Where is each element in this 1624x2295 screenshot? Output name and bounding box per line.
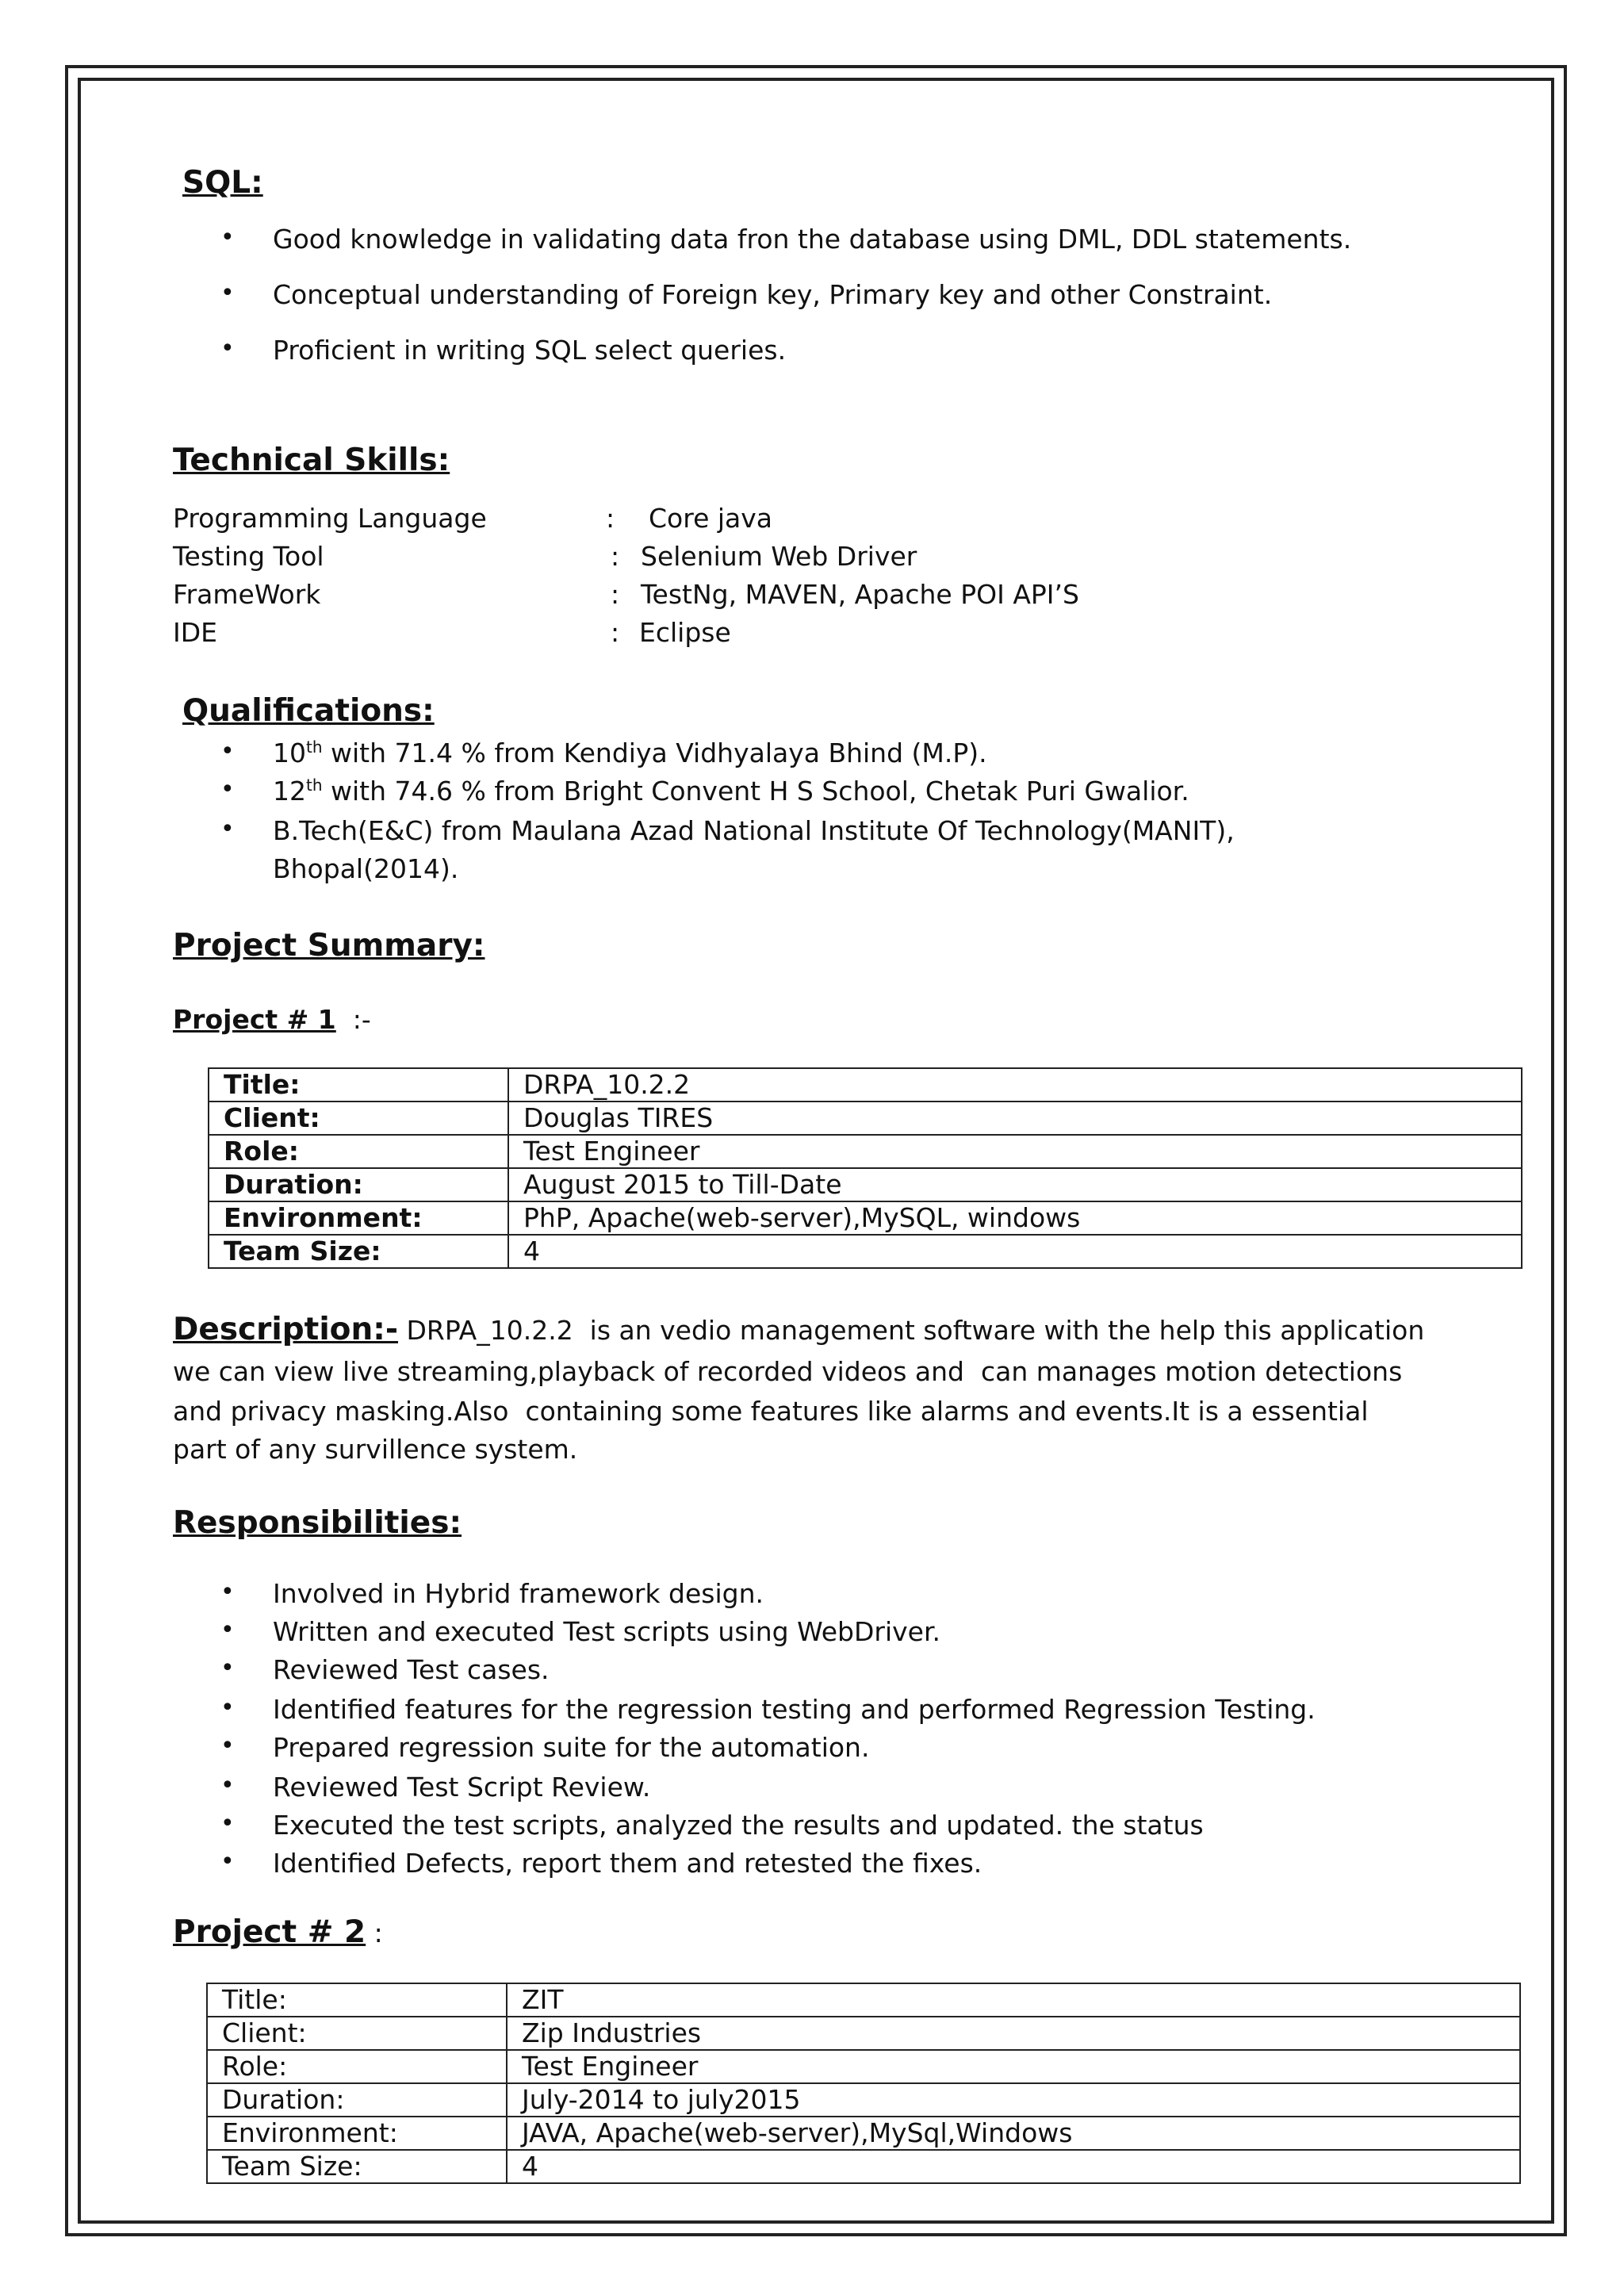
project-1-heading: Project # 1: [173, 1004, 336, 1035]
project-summary-heading: Project Summary:: [173, 928, 485, 964]
list-item: • 12th with 74.6 % from Bright Convent H S School, Chetak Puri Gwalior.: [174, 776, 1235, 815]
table-row: Team Size: 4: [209, 1235, 1522, 1268]
table-row: Title: ZIT: [207, 1983, 1520, 2017]
skill-label: IDE: [173, 617, 217, 648]
list-item: • Involved in Hybrid framework design.: [174, 1578, 1316, 1616]
list-item: • Conceptual understanding of Foreign key, Primary key and other Constraint.: [174, 279, 1351, 335]
sql-bullets: [174, 224, 1351, 390]
list-item-continuation: Bhopal(2014).: [273, 853, 459, 884]
table-row: Client: Douglas TIRES: [209, 1102, 1522, 1135]
list-item: • Reviewed Test cases.: [174, 1654, 1316, 1694]
description-line: we can view live streaming,playback of recorded videos and can manages motion detections: [173, 1356, 1403, 1387]
table-row: Duration: July-2014 to july2015: [207, 2083, 1520, 2117]
technical-skills-heading: Technical Skills:: [173, 443, 450, 478]
table-row: Duration: August 2015 to Till-Date: [209, 1168, 1522, 1201]
table-row: Title: DRPA_10.2.2: [209, 1068, 1522, 1102]
responsibility-bullets: [174, 1578, 1316, 1886]
table-row: Client: Zip Industries: [207, 2017, 1520, 2050]
qualifications-heading: Qualifications:: [182, 693, 435, 729]
skill-label: Testing Tool: [173, 541, 324, 572]
qualification-bullets: [174, 738, 1235, 891]
list-item: • Executed the test scripts, analyzed the results and updated. the status: [174, 1810, 1316, 1848]
project-1-table: [208, 1067, 1522, 1269]
skill-value: Selenium Web Driver: [641, 541, 917, 572]
project-2-heading-line: Project # 2 :: [173, 1914, 383, 1950]
table-row: Environment: JAVA, Apache(web-server),MySql,Windows: [207, 2117, 1520, 2150]
project-2-heading: Project # 2: [173, 1914, 366, 1950]
list-item: • Prepared regression suite for the automation.: [174, 1732, 1316, 1772]
list-item: • Written and executed Test scripts using WebDriver.: [174, 1616, 1316, 1654]
project-1-heading-line: Project # 1 :-: [173, 1004, 371, 1035]
project-2-table: [206, 1983, 1521, 2184]
skill-separator: :: [611, 541, 620, 572]
skill-value: Eclipse: [639, 617, 731, 648]
description-line: Description:- DRPA_10.2.2 is an vedio management software with the help this application: [173, 1312, 1425, 1347]
description-line: and privacy masking.Also containing some features like alarms and events.It is a essential: [173, 1396, 1369, 1427]
skill-value: TestNg, MAVEN, Apache POI API’S: [641, 579, 1079, 610]
list-item: • Identified Defects, report them and retested the fixes.: [174, 1848, 1316, 1886]
description-line: part of any survillence system.: [173, 1434, 578, 1465]
table-row: Team Size: 4: [207, 2150, 1520, 2183]
skill-value: Core java: [649, 503, 773, 534]
list-item: • Identified features for the regression testing and performed Regression Testing.: [174, 1694, 1316, 1732]
table-row: Role: Test Engineer: [209, 1135, 1522, 1168]
skill-separator: :: [606, 503, 615, 534]
sql-heading: SQL:: [182, 165, 263, 201]
skill-label: Programming Language: [173, 503, 487, 534]
list-item: • Good knowledge in validating data fron the database using DML, DDL statements.: [174, 224, 1351, 279]
skill-separator: :: [611, 617, 620, 648]
list-item: • Proficient in writing SQL select queries.: [174, 335, 1351, 390]
description-heading: Description:-: [173, 1312, 399, 1347]
table-row: Environment: PhP, Apache(web-server),MySQL, windows: [209, 1201, 1522, 1235]
table-row: Role: Test Engineer: [207, 2050, 1520, 2083]
responsibilities-heading: Responsibilities:: [173, 1505, 462, 1541]
list-item: • Reviewed Test Script Review.: [174, 1772, 1316, 1810]
list-item: • B.Tech(E&C) from Maulana Azad National Institute Of Technology(MANIT),: [174, 815, 1235, 853]
skill-separator: :: [611, 579, 620, 610]
skill-label: FrameWork: [173, 579, 321, 610]
list-item: • 10th with 71.4 % from Kendiya Vidhyalaya Bhind (M.P).: [174, 738, 1235, 776]
